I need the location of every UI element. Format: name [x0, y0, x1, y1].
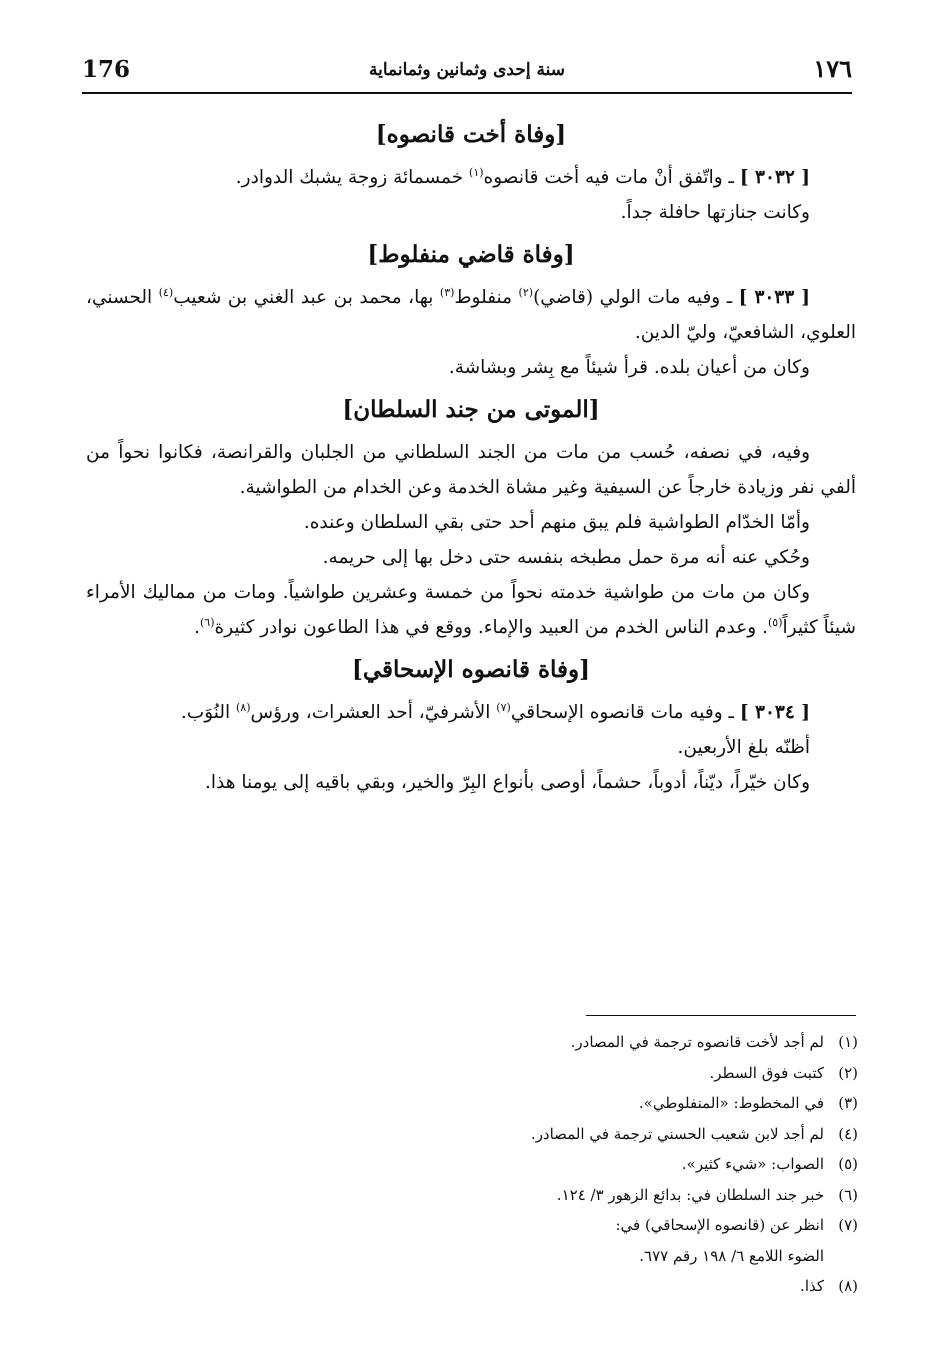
- paragraph-text: النُوَب.: [180, 702, 236, 723]
- paragraph-text: ـ واتّفق أنْ مات فيه أخت قانصوه: [483, 167, 740, 188]
- entry-paragraph: [86, 160, 856, 195]
- section-title: [وفاة قاضي منفلوط]: [367, 241, 575, 268]
- footnote-number: (٨): [838, 1277, 858, 1295]
- footnote-ref[interactable]: (٢): [518, 285, 534, 299]
- footnote-text: كذا.: [800, 1277, 824, 1295]
- footnote-text: لم أجد لابن شعيب الحسني ترجمة في المصادر.: [530, 1124, 824, 1143]
- footnote: [358, 1271, 858, 1302]
- footnote-ref[interactable]: (١): [469, 165, 484, 179]
- footnote-ref[interactable]: (٦): [199, 615, 215, 629]
- section-title: [وفاة قانصوه الإسحاقي]: [351, 656, 591, 683]
- section-title: [وفاة أخت قانصوه]: [375, 121, 567, 148]
- footnote: [358, 1027, 858, 1058]
- footnote-ref[interactable]: (٤): [158, 285, 174, 299]
- footnote-number: (٦): [838, 1185, 858, 1204]
- entry-paragraph: [86, 695, 856, 730]
- footnote-text: في المخطوط: «المنفلوطي».: [638, 1094, 824, 1112]
- page-number-arabic: ١٧٦: [813, 54, 852, 83]
- paragraph: وفيه، في نصفه، حُسب من مات من الجند السلطاني من الجلبان والقرانصة، فكانوا نحواً من ألفي نفر وزيادة خارجاً عن السيفية وغير مشاة الخدمة وعن الخدام من الطواشية.: [86, 442, 856, 498]
- running-header: [82, 52, 852, 94]
- paragraph-text: الحسني، العلوي، الشافعيّ، وليّ الدين.: [86, 287, 856, 343]
- paragraph-text: .: [194, 617, 200, 638]
- paragraph-text: . وعدم الناس الخدم من العبيد والإماء. ووقع في هذا الطاعون نوادر كثيرة: [214, 617, 768, 638]
- footnotes: [358, 1027, 858, 1302]
- footnote-number: (٣): [838, 1094, 858, 1112]
- footnote-number: (٧): [838, 1216, 858, 1234]
- footnote-number: (٥): [838, 1155, 858, 1173]
- footnote-ref[interactable]: (٥): [767, 615, 783, 629]
- footnote-separator: [586, 1015, 856, 1016]
- main-text: [86, 110, 856, 800]
- paragraph: أظنّه بلغ الأربعين.: [677, 737, 810, 758]
- running-title: سنة إحدى وثمانين وثمانماية: [369, 60, 565, 80]
- section-title: [الموتى من جند السلطان]: [342, 396, 600, 423]
- paragraph: وحُكي عنه أنه مرة حمل مطبخه بنفسه حتى دخل بها إلى حريمه.: [322, 547, 810, 568]
- footnote: [358, 1180, 858, 1211]
- paragraph: وكان خيّراً، ديّناً، أدوباً، حشماً، أوصى بأنواع البِرّ والخير، وبقي باقيه إلى يومنا هذا.: [205, 772, 810, 793]
- footnote-text: الصواب: «شيء كثير».: [681, 1155, 824, 1173]
- footnote-number: (٢): [838, 1063, 858, 1082]
- entry-number: [ ٣٠٣٤ ]: [739, 702, 810, 723]
- footnote-ref[interactable]: (٧): [496, 700, 511, 714]
- footnote: [358, 1088, 858, 1119]
- page-number-latin: 176: [82, 56, 131, 83]
- footnote-text: خبر جند السلطان في: بدائع الزهور ٣/ ١٢٤.: [556, 1185, 824, 1204]
- paragraph-text: خمسمائة زوجة يشبك الدوادر.: [235, 167, 470, 188]
- paragraph: وأمّا الخدّام الطواشية فلم يبق منهم أحد حتى بقي السلطان وعنده.: [303, 512, 810, 533]
- footnote: [358, 1119, 858, 1150]
- paragraph-text: وكان من مات من طواشية خدمته نحواً من خمسة وعشرين طواشياً. ومات من مماليك الأمراء شيئاً كثيراً: [86, 582, 856, 638]
- paragraph-text: ـ وفيه مات قانصوه الإسحاقي: [510, 702, 740, 723]
- paragraph-text: ـ وفيه مات الولي (قاضي): [533, 287, 739, 308]
- entry-number: [ ٣٠٣٣ ]: [738, 287, 810, 308]
- entry-number: [ ٣٠٣٢ ]: [739, 167, 810, 188]
- entry-paragraph: [86, 280, 856, 350]
- footnote-text: انظر عن (قانصوه الإسحاقي) في:: [615, 1216, 824, 1234]
- paragraph: وكانت جنازتها حافلة جداً.: [620, 202, 810, 223]
- footnote-number: (٤): [838, 1124, 858, 1143]
- footnote: [358, 1210, 858, 1241]
- paragraph-text: منفلوط: [454, 287, 519, 308]
- paragraph-text: بها، محمد بن عبد الغني بن شعيب: [173, 287, 440, 308]
- paragraph-text: الأشرفيّ، أحد العشرات، ورؤس: [250, 702, 497, 723]
- footnote-ref[interactable]: (٨): [236, 700, 251, 714]
- paragraph: وكان من أعيان بلده. قرأ شيئاً مع بِشر وبشاشة.: [448, 357, 810, 378]
- footnote-number: (١): [838, 1033, 858, 1051]
- paragraph: [86, 575, 856, 645]
- footnote: [358, 1058, 858, 1089]
- footnote-text: لم أجد لأخت قانصوه ترجمة في المصادر.: [570, 1033, 824, 1051]
- footnote: [358, 1149, 858, 1180]
- footnote-continuation: الضوء اللامع ٦/ ١٩٨ رقم ٦٧٧.: [639, 1246, 824, 1265]
- footnote-ref[interactable]: (٣): [439, 285, 455, 299]
- footnote-text: كتبت فوق السطر.: [709, 1063, 824, 1082]
